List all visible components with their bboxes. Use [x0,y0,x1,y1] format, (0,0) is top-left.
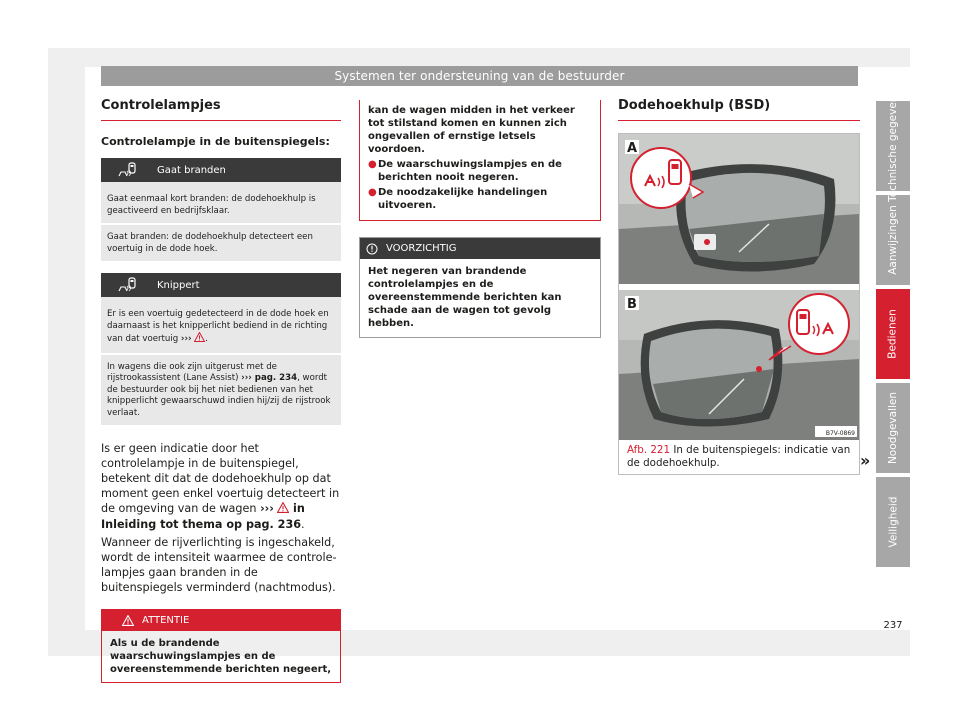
tab-label: Aanwijzingen [887,205,899,275]
section-reference-link[interactable]: in Inleiding tot thema op pag. 236 [101,502,305,532]
row-text-end: . [205,334,209,344]
section-title: Dodehoekhulp (BSD) [618,98,860,121]
table-header-gaat-branden [101,158,341,182]
warning-text: kan de wagen midden in het verkeer tot stilstand komen en kunnen zich ongevallen of ernstige letsels voordoen. [368,105,575,155]
paragraph-end: . [301,518,305,532]
figure-code: B7V-0869 [825,430,855,437]
tab-veiligheid[interactable] [876,477,910,567]
warning-box-continued [359,100,601,221]
table-row [101,353,341,426]
blind-spot-lamp-icon [101,158,153,182]
chapter-tabs [876,90,910,571]
tab-noodgevallen[interactable] [876,383,910,473]
tab-bedienen[interactable] [876,289,910,379]
figure-caption [627,444,851,470]
tab-label: Veiligheid [887,496,900,548]
caution-header [360,238,600,259]
column-1 [101,98,341,683]
subsection-title: Controlelampje in de buitenspiegels: [101,135,330,148]
list-item [368,186,592,212]
tab-label: Bedienen [887,309,900,359]
blind-spot-lamp-icon [101,273,153,297]
warning-text: Als u de brandende waarschuwingslampjes en de overeenstemmende berichten negeert, [110,637,332,675]
list-item [368,158,592,184]
chapter-header: Systemen ter ondersteuning van de bestuurder [101,66,858,86]
list-item-text: De noodzakelijke handelingen uitvoeren. [378,187,548,211]
paragraph-text: Is er geen indicatie door het controlelampje in de buitenspiegel, betekent dit dat de dodehoekhulp op dat moment geen enkel voertuig detecteert in de omgeving van de wagen [101,442,340,516]
figure-number: Afb. 221 [627,444,671,456]
section-title: Controlelampjes [101,98,341,121]
cross-reference-arrow[interactable]: ››› [260,502,274,516]
paragraph [101,441,341,533]
warning-triangle-icon [122,615,134,626]
row-text: In wagens die ook zijn uitgerust met de rijstrookassistent (Lane Assist) [107,361,277,383]
table-header-label: Gaat branden [157,164,226,176]
info-circle-icon [366,243,378,255]
caution-text: Het negeren van brandende controlelampjes en de overeenstemmende berichten kan schade aan de wagen tot gevolg hebben. [368,266,562,329]
tab-aanwijzingen[interactable] [876,195,910,285]
figure [618,133,860,475]
bullet-icon: ● [368,187,377,198]
panel-label-b: B [627,297,637,312]
column-2 [359,100,601,338]
warning-triangle-icon [277,502,289,517]
warning-triangle-icon [194,332,205,347]
continue-indicator: » [860,451,871,470]
warning-title: ATTENTIE [142,614,190,626]
table-row [101,297,341,353]
warning-header [102,610,340,631]
mirror-illustration [619,134,859,440]
row-text: Er is een voertuig gedetecteerd in de dode hoek en daarnaast is het knipperlicht bediend in de richting van dat voertuig [107,309,329,344]
warning-box [101,609,341,683]
tab-label: Noodgevallen [887,391,899,465]
list-item-text: De waarschuwingslampjes en de berichten nooit negeren. [378,159,562,183]
table-header-knippert [101,273,341,297]
tab-label: Technische gegevens [887,90,899,202]
tab-technische-gegevens[interactable] [876,90,910,202]
paragraph: Wanneer de rijverlichting is ingeschakeld, wordt de intensiteit waarmee de controlelampjes gaan branden in de buitenspiegels verminderd (nachtmodus). [101,535,337,594]
figure-caption-text: In de buitenspiegels: indicatie van de dodehoekhulp. [627,444,851,469]
row-text-end: , wordt de bestuurder ook bij het niet bedienen van het knipperlicht gewaarschuwd indien hij/zij de rijstrook verlaat. [107,373,331,418]
caution-title: VOORZICHTIG [386,243,457,254]
page-reference-link[interactable]: ››› pag. 234 [241,373,298,383]
page-number: 237 [883,620,903,631]
caution-box [359,237,601,338]
table-row: Gaat eenmaal kort branden: de dodehoekhulp is geactiveerd en bedrijfsklaar. [101,182,341,223]
bullet-icon: ● [368,159,377,170]
table-header-label: Knippert [157,279,200,291]
table-row: Gaat branden: de dodehoekhulp detecteert een voertuig in de dode hoek. [101,223,341,261]
column-3 [618,98,860,475]
panel-label-a: A [626,141,638,156]
cross-reference-arrow[interactable]: ››› [180,334,192,344]
